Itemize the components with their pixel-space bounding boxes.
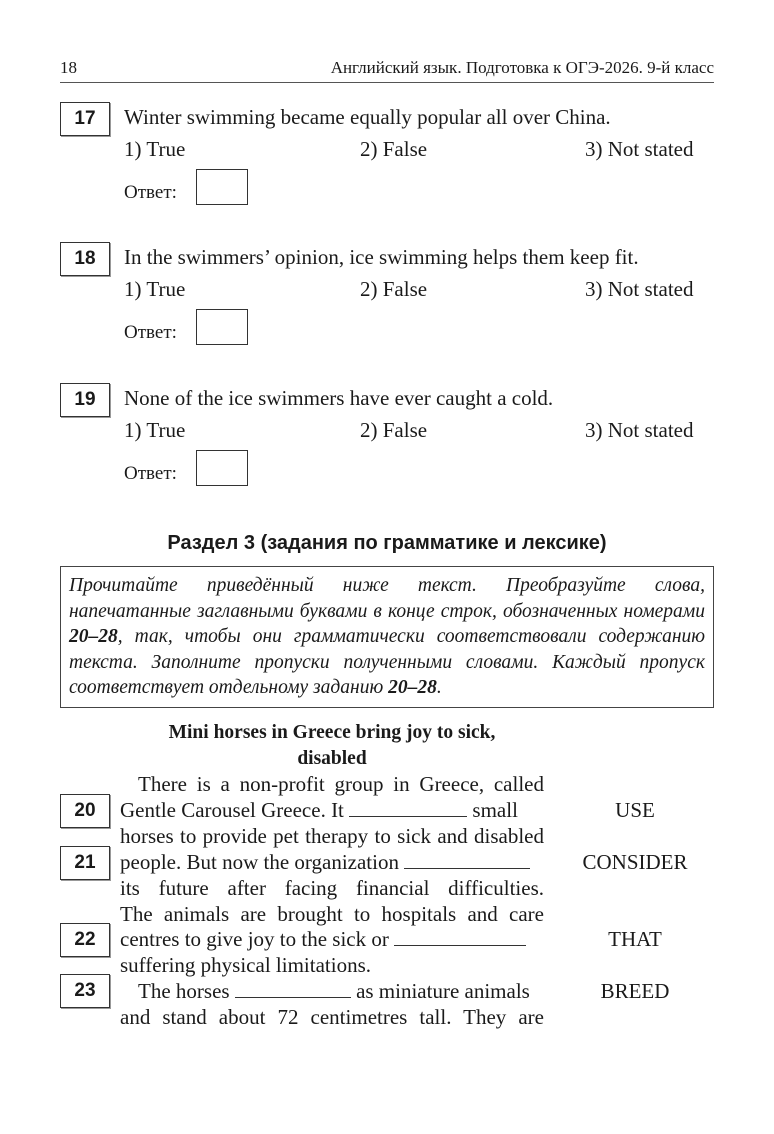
- text-line: The animals are brought to hospitals and care: [120, 902, 544, 926]
- reading-title-line: disabled: [297, 748, 367, 769]
- option-true: 1) True: [124, 277, 186, 301]
- text-line: and stand about 72 centimetres tall. They are: [120, 1005, 544, 1029]
- task-number-box: 19: [60, 383, 110, 417]
- option-not-stated: 3) Not stated: [585, 418, 694, 442]
- option-false: 2) False: [360, 418, 428, 442]
- option-false: 2) False: [360, 137, 428, 161]
- gap-word: CONSIDER: [582, 850, 688, 874]
- text-line: people. But now the organization: [120, 850, 544, 875]
- option-true: 1) True: [124, 418, 186, 442]
- gap-blank-21[interactable]: [404, 852, 530, 869]
- gap-blank-23[interactable]: [235, 981, 351, 998]
- gap-blank-22[interactable]: [394, 929, 526, 946]
- page-number: 18: [60, 58, 77, 77]
- gap-number-box: 22: [60, 923, 110, 957]
- answer-box[interactable]: [196, 450, 248, 486]
- text-line: There is a non-profit group in Greece, called: [138, 772, 544, 796]
- task-number-box: 17: [60, 102, 110, 136]
- reading-title-line: Mini horses in Greece bring joy to sick,: [168, 722, 496, 743]
- reading-title: [120, 720, 544, 772]
- instruction-range: 20–28: [69, 626, 118, 647]
- text-line: suffering physical limitations.: [120, 953, 371, 977]
- answer-label: Ответ:: [124, 182, 177, 203]
- answer-box[interactable]: [196, 169, 248, 205]
- instruction-text: , так, чтобы они грамматически соответствовали содержанию текста. Заполните пропуски полученными словами. Каждый пропуск соответствует отдельному заданию: [69, 626, 705, 698]
- gap-number-box: 23: [60, 974, 110, 1008]
- gap-word: BREED: [600, 979, 670, 1003]
- page-header: [60, 56, 714, 83]
- option-true: 1) True: [124, 137, 186, 161]
- instruction-text: Прочитайте приведённый ниже текст. Преобразуйте слова, напечатанные заглавными буквами в конце строк, обозначенных номерами: [69, 575, 705, 622]
- gap-number-box: 20: [60, 794, 110, 828]
- option-not-stated: 3) Not stated: [585, 277, 694, 301]
- gap-blank-20[interactable]: [349, 800, 467, 817]
- task-number-box: 18: [60, 242, 110, 276]
- answer-label: Ответ:: [124, 322, 177, 343]
- answer-box[interactable]: [196, 309, 248, 345]
- answer-label: Ответ:: [124, 463, 177, 484]
- instruction-text: .: [436, 677, 442, 698]
- task-question: Winter swimming became equally popular all over China.: [124, 105, 611, 129]
- text-line: its future after facing financial difficulties.: [120, 876, 544, 900]
- gap-word: THAT: [608, 927, 662, 951]
- book-title: Английский язык. Подготовка к ОГЭ-2026. 9-й класс: [330, 58, 714, 77]
- section-title: Раздел 3 (задания по грамматике и лексике): [167, 532, 607, 554]
- text-line: Gentle Carousel Greece. It small: [120, 798, 518, 822]
- instruction-box: [60, 566, 714, 708]
- task-question: None of the ice swimmers have ever caught a cold.: [124, 386, 554, 410]
- text-line: centres to give joy to the sick or: [120, 927, 544, 952]
- gap-word: USE: [615, 798, 655, 822]
- text-line: The horses as miniature animals: [138, 979, 530, 1003]
- option-false: 2) False: [360, 277, 428, 301]
- task-question: In the swimmers’ opinion, ice swimming helps them keep fit.: [124, 245, 639, 269]
- gap-number-box: 21: [60, 846, 110, 880]
- text-line: horses to provide pet therapy to sick and disabled: [120, 824, 544, 848]
- instruction-range: 20–28: [388, 677, 437, 698]
- option-not-stated: 3) Not stated: [585, 137, 694, 161]
